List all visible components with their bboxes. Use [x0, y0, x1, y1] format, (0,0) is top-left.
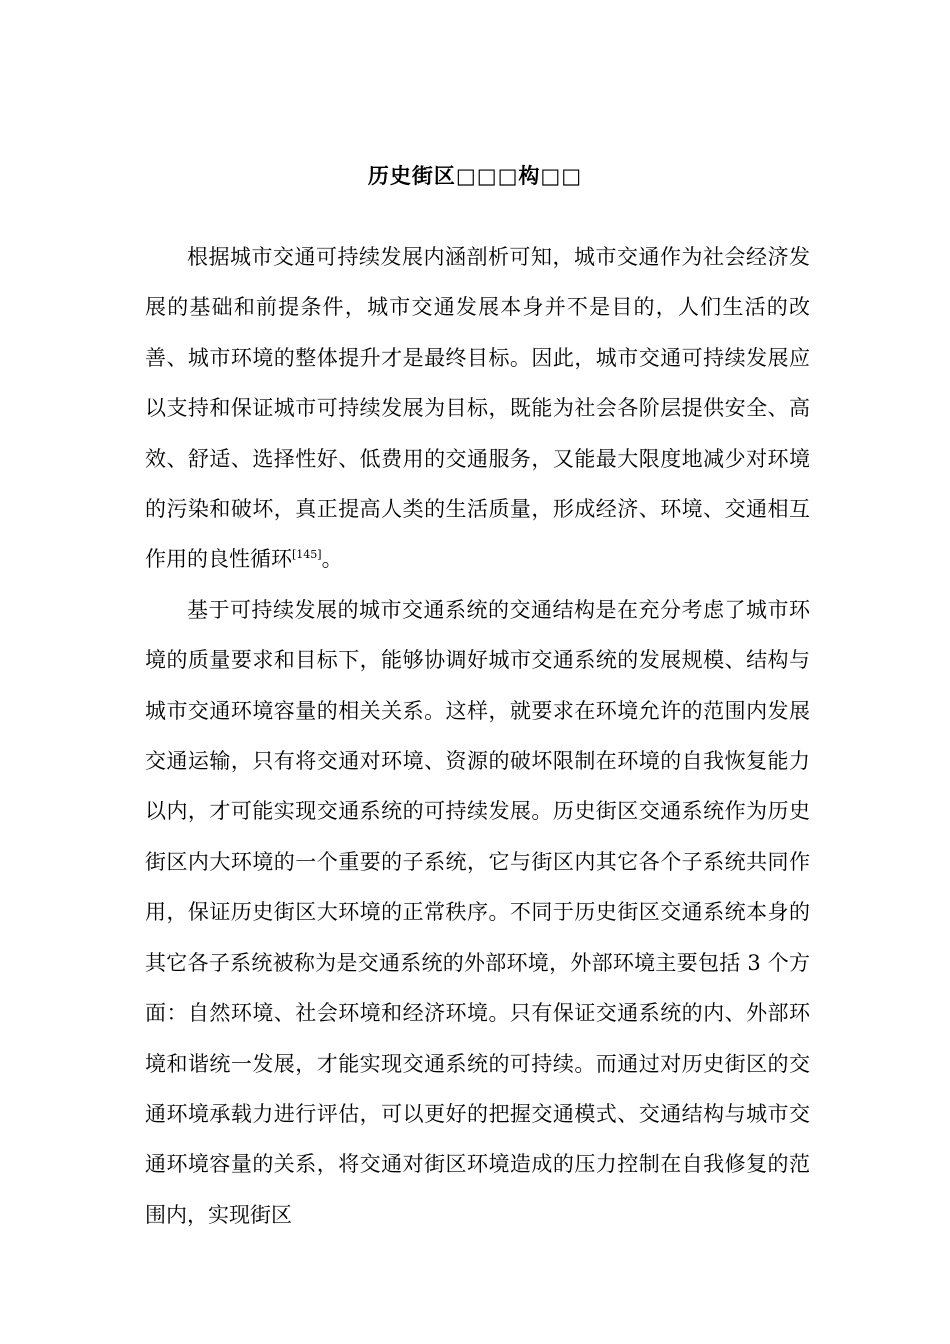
document-title: 历史街区□□□构□□	[367, 164, 583, 188]
paragraph-2	[145, 585, 810, 1240]
paragraph-1	[145, 232, 810, 585]
citation-reference[interactable]: [145]	[292, 548, 322, 562]
paragraph-2-text: 基于可持续发展的城市交通系统的交通结构是在充分考虑了城市环境的质量要求和目标下，能够协调好城市交通系统的发展规模、结构与城市交通环境容量的相关关系。这样，就要求在环境允许的范围内发展交通运输，只有将交通对环境、资源的破坏限制在环境的自我恢复能力以内，才可能实现交通系统的可持续发展。历史街区交通系统作为历史街区内大环境的一个重要的子系统，它与街区内其它各个子系统共同作用，保证历史街区大环境的正常秩序。不同于历史街区交通系统本身的其它各子系统被称为是交通系统的外部环境，外部环境主要包括 3 个方面：自然环境、社会环境和经济环境。只有保证交通系统的内、外部环境和谐统一发展，才能实现交通系统的可持续。而通过对历史街区的交通环境承载力进行评估，可以更好的把握交通模式、交通结构与城市交通环境容量的关系，将交通对街区环境造成的压力控制在自我修复的范围内，实现街区	[145, 597, 810, 1227]
document-body	[145, 232, 810, 1240]
paragraph-1-tail: 。	[321, 547, 343, 572]
paragraph-1-text: 根据城市交通可持续发展内涵剖析可知，城市交通作为社会经济发展的基础和前提条件，城市交通发展本身并不是目的，人们生活的改善、城市环境的整体提升才是最终目标。因此，城市交通可持续发展应以支持和保证城市可持续发展为目标，既能为社会各阶层提供安全、高效、舒适、选择性好、低费用的交通服务，又能最大限度地减少对环境的污染和破坏，真正提高人类的生活质量，形成经济、环境、交通相互作用的良性循环	[145, 245, 810, 572]
